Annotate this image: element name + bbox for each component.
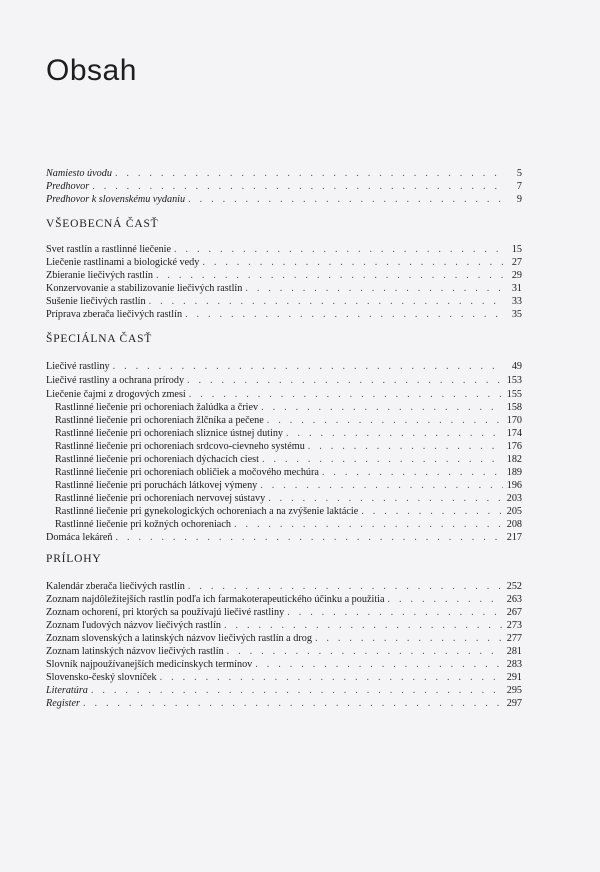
entry-label: Liečenie čajmi z drogových zmesí <box>46 389 186 400</box>
dot-leader <box>267 414 503 428</box>
dot-leader <box>115 167 503 181</box>
entry-label: Namiesto úvodu <box>46 168 112 179</box>
entry-page: 182 <box>506 454 522 465</box>
dot-leader <box>113 360 503 374</box>
dot-leader <box>255 658 503 672</box>
entry-page: 263 <box>506 594 522 605</box>
dot-leader <box>286 427 503 441</box>
entry-page: 277 <box>506 633 522 644</box>
toc-subentry[interactable] <box>55 505 522 519</box>
dot-leader <box>115 531 503 545</box>
entry-page: 196 <box>506 480 522 491</box>
toc-subentry[interactable] <box>55 479 522 493</box>
dot-leader <box>189 388 503 402</box>
entry-page: 281 <box>506 646 522 657</box>
toc-subentry[interactable] <box>55 401 522 415</box>
toc-entry[interactable] <box>46 282 522 296</box>
dot-leader <box>187 374 503 388</box>
toc-entry[interactable] <box>46 658 522 672</box>
toc-entry[interactable] <box>46 269 522 283</box>
entry-label: Konzervovanie a stabilizovanie liečivých rastlín <box>46 283 243 294</box>
dot-leader <box>260 479 503 493</box>
toc-entry[interactable] <box>46 632 522 646</box>
dot-leader <box>388 593 503 607</box>
section-heading-general: VŠEOBECNÁ ČASŤ <box>46 218 159 230</box>
entry-label: Kalendár zberača liečivých rastlín <box>46 581 185 592</box>
entry-page: 283 <box>506 659 522 670</box>
dot-leader <box>245 282 503 296</box>
entry-label: Rastlinné liečenie pri gynekologických ochoreniach a na zvýšenie laktácie <box>55 506 359 517</box>
dot-leader <box>188 193 503 207</box>
entry-label: Slovensko-český slovníček <box>46 672 157 683</box>
dot-leader <box>188 580 503 594</box>
entry-page: 297 <box>506 698 522 709</box>
dot-leader <box>262 453 503 467</box>
dot-leader <box>227 645 503 659</box>
toc-entry[interactable] <box>46 606 522 620</box>
section-heading-appendix: PRÍLOHY <box>46 553 102 565</box>
toc-entry[interactable] <box>46 645 522 659</box>
dot-leader <box>322 466 503 480</box>
entry-page: 273 <box>506 620 522 631</box>
dot-leader <box>185 308 503 322</box>
entry-page: 189 <box>506 467 522 478</box>
entry-label: Liečivé rastliny <box>46 361 110 372</box>
toc-entry[interactable] <box>46 671 522 685</box>
entry-label: Register <box>46 698 80 709</box>
entry-page: 33 <box>511 296 522 307</box>
entry-page: 205 <box>506 506 522 517</box>
toc-subentry[interactable] <box>55 466 522 480</box>
toc-subentry[interactable] <box>55 453 522 467</box>
toc-entry[interactable] <box>46 374 522 388</box>
section-heading-special: ŠPECIÁLNA ČASŤ <box>46 333 153 345</box>
dot-leader <box>160 671 503 685</box>
dot-leader <box>174 243 503 257</box>
entry-page: 174 <box>506 428 522 439</box>
entry-label: Liečenie rastlinami a biologické vedy <box>46 257 200 268</box>
dot-leader <box>92 180 503 194</box>
toc-entry[interactable] <box>46 593 522 607</box>
dot-leader <box>268 492 503 506</box>
toc-entry[interactable] <box>46 697 522 711</box>
entry-label: Rastlinné liečenie pri ochoreniach nervovej sústavy <box>55 493 266 504</box>
dot-leader <box>361 505 503 519</box>
entry-page: 49 <box>511 361 522 372</box>
entry-label: Zoznam latinských názvov liečivých rastlín <box>46 646 224 657</box>
toc-entry[interactable] <box>46 308 522 322</box>
entry-label: Rastlinné liečenie pri ochoreniach žalúdka a čriev <box>55 402 259 413</box>
entry-label: Zbieranie liečivých rastlín <box>46 270 153 281</box>
dot-leader <box>315 632 503 646</box>
entry-page: 267 <box>506 607 522 618</box>
toc-entry[interactable] <box>46 167 522 181</box>
entry-label: Príprava zberača liečivých rastlín <box>46 309 183 320</box>
entry-page: 170 <box>506 415 522 426</box>
toc-entry[interactable] <box>46 531 522 545</box>
entry-label: Svet rastlín a rastlinné liečenie <box>46 244 172 255</box>
toc-entry[interactable] <box>46 243 522 257</box>
entry-label: Predhovor k slovenskému vydaniu <box>46 194 186 205</box>
entry-page: 217 <box>506 532 522 543</box>
toc-subentry[interactable] <box>55 492 522 506</box>
toc-entry[interactable] <box>46 180 522 194</box>
entry-page: 29 <box>511 270 522 281</box>
dot-leader <box>149 295 503 309</box>
entry-page: 176 <box>506 441 522 452</box>
entry-label: Liečivé rastliny a ochrana prírody <box>46 375 185 386</box>
entry-label: Literatúra <box>46 685 88 696</box>
entry-label: Rastlinné liečenie pri ochoreniach dýchacích ciest <box>55 454 259 465</box>
dot-leader <box>156 269 503 283</box>
entry-page: 31 <box>511 283 522 294</box>
entry-label: Slovník najpoužívanejších medicínskych termínov <box>46 659 253 670</box>
toc-subentry[interactable] <box>55 414 522 428</box>
entry-label: Rastlinné liečenie pri kožných ochoreniach <box>55 519 231 530</box>
entry-page: 9 <box>516 194 522 205</box>
dot-leader <box>261 401 503 415</box>
entry-label: Domáca lekáreň <box>46 532 113 543</box>
entry-page: 153 <box>506 375 522 386</box>
entry-page: 295 <box>506 685 522 696</box>
dot-leader <box>83 697 503 711</box>
dot-leader <box>91 684 503 698</box>
page-title: Obsah <box>46 54 137 87</box>
entry-label: Zoznam ochorení, pri ktorých sa používajú liečivé rastliny <box>46 607 285 618</box>
entry-page: 35 <box>511 309 522 320</box>
entry-page: 203 <box>506 493 522 504</box>
dot-leader <box>234 518 503 532</box>
dot-leader <box>202 256 503 270</box>
entry-page: 27 <box>511 257 522 268</box>
entry-label: Sušenie liečivých rastlín <box>46 296 146 307</box>
entry-label: Rastlinné liečenie pri poruchách látkovej výmeny <box>55 480 258 491</box>
entry-page: 158 <box>506 402 522 413</box>
entry-page: 7 <box>516 181 522 192</box>
dot-leader <box>224 619 503 633</box>
entry-page: 291 <box>506 672 522 683</box>
entry-label: Zoznam najdôležitejších rastlín podľa ich farmakoterapeutického účinku a použitia <box>46 594 385 605</box>
entry-label: Rastlinné liečenie pri ochoreniach srdcovo-cievneho systému <box>55 441 305 452</box>
toc-entry[interactable] <box>46 360 522 374</box>
toc-entry[interactable] <box>46 684 522 698</box>
entry-page: 5 <box>516 168 522 179</box>
entry-label: Rastlinné liečenie pri ochoreniach obličiek a močového mechúra <box>55 467 319 478</box>
entry-page: 155 <box>506 389 522 400</box>
toc-subentry[interactable] <box>55 518 522 532</box>
entry-label: Zoznam slovenských a latinských názvov liečivých rastlín a drog <box>46 633 312 644</box>
entry-page: 15 <box>511 244 522 255</box>
entry-page: 252 <box>506 581 522 592</box>
dot-leader <box>308 440 503 454</box>
toc-subentry[interactable] <box>55 427 522 441</box>
entry-label: Zoznam ľudových názvov liečivých rastlín <box>46 620 222 631</box>
toc-entry[interactable] <box>46 295 522 309</box>
dot-leader <box>287 606 503 620</box>
entry-label: Rastlinné liečenie pri ochoreniach žlčníka a pečene <box>55 415 264 426</box>
entry-label: Predhovor <box>46 181 90 192</box>
toc-entry[interactable] <box>46 388 522 402</box>
entry-page: 208 <box>506 519 522 530</box>
toc-entry[interactable] <box>46 256 522 270</box>
toc-entry[interactable] <box>46 193 522 207</box>
toc-entry[interactable] <box>46 619 522 633</box>
toc-subentry[interactable] <box>55 440 522 454</box>
toc-entry[interactable] <box>46 580 522 594</box>
entry-label: Rastlinné liečenie pri ochoreniach sliznice ústnej dutiny <box>55 428 284 439</box>
